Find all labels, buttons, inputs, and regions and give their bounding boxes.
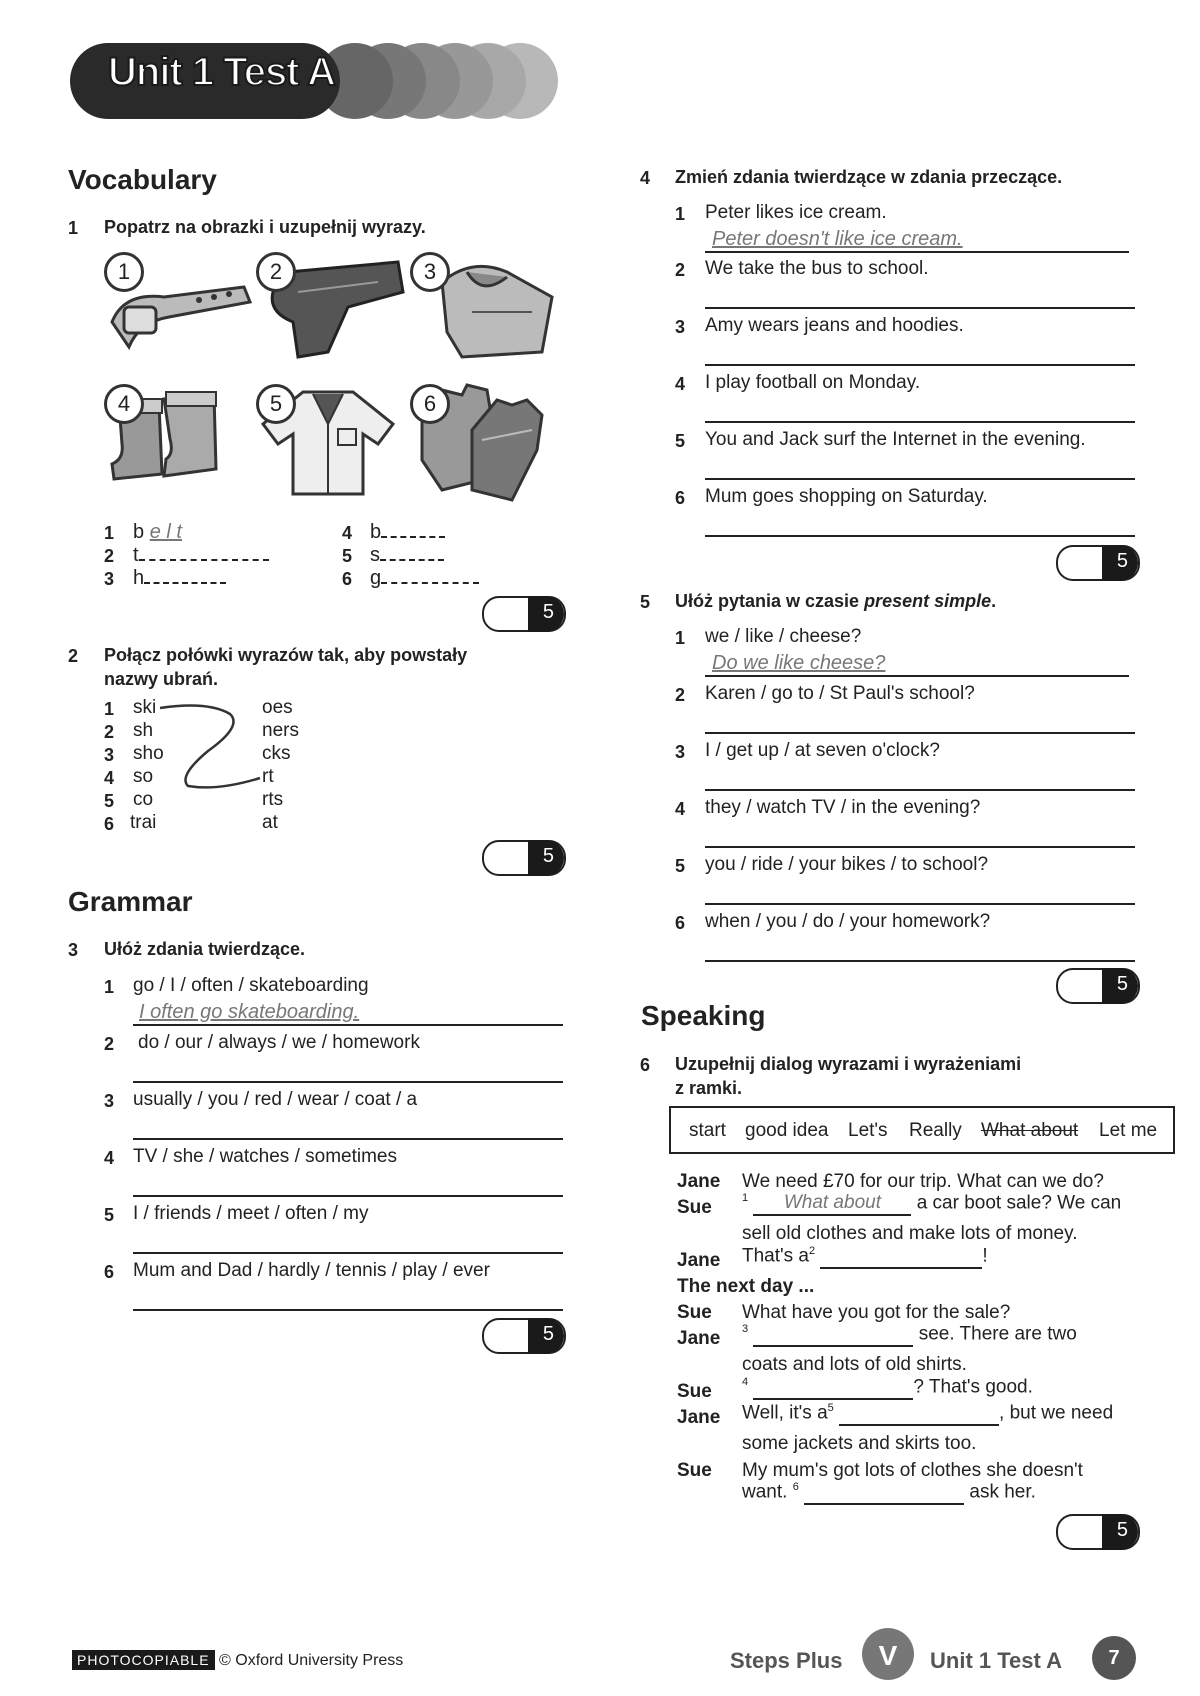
ex5-item-prompt: they / watch TV / in the evening? <box>705 797 981 818</box>
word-box-item: start <box>689 1120 726 1141</box>
ex2-left-part: sho <box>133 743 164 764</box>
score-value: 5 <box>542 845 554 867</box>
ex2-right-part: cks <box>262 743 291 764</box>
gap-4-line[interactable] <box>753 1376 913 1400</box>
ex2-left-number: 6 <box>104 814 115 834</box>
ex5-item-4-line[interactable] <box>705 846 1135 848</box>
ex5-item-prompt: I / get up / at seven o'clock? <box>705 740 940 761</box>
next-day-label: The next day ... <box>677 1276 815 1297</box>
ex5-item-3-line[interactable] <box>705 789 1135 791</box>
ex1-item-1 <box>133 521 182 544</box>
exercise-2-number: 2 <box>68 646 79 666</box>
ex4-item-prompt: You and Jack surf the Internet in the evening. <box>705 429 1086 450</box>
ex1-item-5[interactable] <box>370 544 444 567</box>
ex4-item-number: 2 <box>675 260 686 280</box>
ex4-item-2-line[interactable] <box>705 307 1135 309</box>
ex3-item-number: 3 <box>104 1091 115 1111</box>
ex3-item-number: 1 <box>104 977 115 997</box>
ex5-item-1-line[interactable] <box>705 675 1129 677</box>
exercise-5-instruction <box>675 589 996 613</box>
exercise-5-number: 5 <box>640 592 651 612</box>
exercise-6-instruction-line-2: z ramki. <box>675 1078 743 1098</box>
footer-brand: Steps Plus <box>730 1648 843 1673</box>
ex5-item-number: 1 <box>675 628 686 648</box>
ex1-item-3[interactable] <box>133 567 226 590</box>
word-box-item-used: What about <box>981 1120 1079 1141</box>
word-box-item: Let's <box>848 1120 888 1141</box>
ex3-item-prompt: go / I / often / skateboarding <box>133 975 369 996</box>
dialog-line <box>742 1245 988 1269</box>
brand-logo: V <box>862 1628 914 1680</box>
ex4-item-number: 4 <box>675 374 686 394</box>
photocopiable-badge: PHOTOCOPIABLE <box>72 1650 215 1670</box>
ex2-left-part: ski <box>133 697 157 718</box>
dialog-line-end: ask her. <box>969 1481 1036 1503</box>
gap-6-line[interactable] <box>804 1481 964 1505</box>
ex3-item-prompt: I / friends / meet / often / my <box>133 1203 369 1224</box>
ex3-item-number: 6 <box>104 1262 115 1282</box>
ex4-item-number: 5 <box>675 431 686 451</box>
ex3-item-number: 2 <box>104 1034 115 1054</box>
ex1-item-5-blank[interactable] <box>380 559 444 561</box>
gap-number: 5 <box>827 1402 834 1414</box>
ex1-item-6-start: g <box>370 567 382 589</box>
ex4-item-number: 1 <box>675 204 686 224</box>
dialog-line-text: see. There are two <box>918 1323 1077 1345</box>
dialog-line: coats and lots of old shirts. <box>742 1354 967 1375</box>
ex3-item-3-line[interactable] <box>133 1138 563 1140</box>
dialog-line <box>742 1376 1033 1400</box>
ex1-item-number: 2 <box>104 546 115 566</box>
score-value: 5 <box>1116 1519 1128 1541</box>
dialog-line: sell old clothes and make lots of money. <box>742 1223 1078 1244</box>
exercise-6-number: 6 <box>640 1055 651 1075</box>
ex4-item-5-line[interactable] <box>705 478 1135 480</box>
word-box-item: Really <box>909 1120 962 1141</box>
ex2-match-line <box>158 696 268 796</box>
exercise-6-score <box>1056 1514 1138 1548</box>
dialog-line-text: ? That's good. <box>913 1376 1033 1398</box>
ex4-item-prompt: I play football on Monday. <box>705 372 921 393</box>
vocabulary-heading: Vocabulary <box>68 164 217 195</box>
ex1-item-1-start: b <box>133 521 145 543</box>
exercise-6-instruction-line-1: Uzupełnij dialog wyrazami i wyrażeniami <box>675 1054 1022 1074</box>
ex3-item-prompt: do / our / always / we / homework <box>138 1032 420 1053</box>
ex4-item-prompt: Mum goes shopping on Saturday. <box>705 486 988 507</box>
ex5-item-prompt: you / ride / your bikes / to school? <box>705 854 989 875</box>
ex5-item-prompt: we / like / cheese? <box>705 626 862 647</box>
speaker-name: Sue <box>677 1460 712 1481</box>
ex5-item-prompt: Karen / go to / St Paul's school? <box>705 683 975 704</box>
ex4-item-prompt: Peter likes ice cream. <box>705 202 887 223</box>
ex4-item-4-line[interactable] <box>705 421 1135 423</box>
ex1-item-number: 3 <box>104 569 115 589</box>
exercise-4-score <box>1056 545 1138 579</box>
copyright: © Oxford University Press <box>219 1652 404 1669</box>
ex1-item-4-start: b <box>370 521 382 543</box>
ex1-item-2[interactable] <box>133 544 269 567</box>
ex1-item-4[interactable] <box>370 521 445 544</box>
gap-1-answer: What about <box>753 1192 911 1216</box>
exercise-3-instruction: Ułóż zdania twierdzące. <box>104 939 306 959</box>
ex1-item-6-blank[interactable] <box>381 582 479 584</box>
ex3-item-5-line[interactable] <box>133 1252 563 1254</box>
gap-5-line[interactable] <box>839 1402 999 1426</box>
speaker-name: Sue <box>677 1302 712 1323</box>
ex2-right-part: at <box>262 812 278 833</box>
ex2-left-number: 2 <box>104 722 115 742</box>
word-box-item: good idea <box>745 1120 829 1141</box>
score-value: 5 <box>542 601 554 623</box>
ex3-item-1-answer: I often go skateboarding. <box>139 1001 360 1023</box>
dialog-line-text: That's a <box>742 1245 809 1267</box>
ex5-item-5-line[interactable] <box>705 903 1135 905</box>
ex4-item-1-answer: Peter doesn't like ice cream. <box>712 228 963 250</box>
ex1-item-1-answer: e l t <box>149 521 182 543</box>
ex3-item-prompt: Mum and Dad / hardly / tennis / play / ever <box>133 1260 490 1281</box>
ex5-item-number: 2 <box>675 685 686 705</box>
exercise-1-score <box>482 596 564 630</box>
speaker-name: Jane <box>677 1171 721 1192</box>
dialog-line <box>742 1323 1077 1347</box>
dialog-line: some jackets and skirts too. <box>742 1433 977 1454</box>
ex3-item-prompt: TV / she / watches / sometimes <box>133 1146 397 1167</box>
ex4-item-prompt: We take the bus to school. <box>705 258 929 279</box>
speaker-name: Jane <box>677 1407 721 1428</box>
speaker-name: Jane <box>677 1250 721 1271</box>
ex1-item-number: 1 <box>104 523 115 543</box>
ex2-left-number: 4 <box>104 768 115 788</box>
grammar-heading: Grammar <box>68 886 193 917</box>
ex2-left-part: sh <box>133 720 154 741</box>
ex1-item-3-start: h <box>133 567 145 589</box>
gap-3-line[interactable] <box>753 1323 913 1347</box>
ex2-right-part: oes <box>262 697 293 718</box>
dialog-line-text: Well, it's a <box>742 1402 828 1424</box>
exercise-4-instruction: Zmień zdania twierdzące w zdania przeczące. <box>675 167 1063 187</box>
ex5-item-number: 4 <box>675 799 686 819</box>
exercise-5-instruction-end: . <box>991 591 997 611</box>
ex5-item-number: 3 <box>675 742 686 762</box>
gap-number: 3 <box>742 1323 749 1335</box>
picture-number-3: 3 <box>410 252 450 292</box>
exercise-2-instruction-line-2: nazwy ubrań. <box>104 669 219 689</box>
ex2-left-number: 1 <box>104 699 115 719</box>
ex4-item-3-line[interactable] <box>705 364 1135 366</box>
picture-number-4: 4 <box>104 384 144 424</box>
exercise-3-number: 3 <box>68 940 79 960</box>
gap-number: 2 <box>809 1245 816 1257</box>
dialog-line <box>742 1481 1036 1505</box>
ex2-right-part: rts <box>262 789 284 810</box>
ex1-item-5-start: s <box>370 544 380 566</box>
gap-number: 6 <box>792 1481 799 1493</box>
ex1-item-number: 4 <box>342 523 353 543</box>
ex5-item-1-answer: Do we like cheese? <box>712 652 886 674</box>
ex3-item-number: 4 <box>104 1148 115 1168</box>
ex1-item-6[interactable] <box>370 567 479 590</box>
picture-number-5: 5 <box>256 384 296 424</box>
exercise-3-score <box>482 1318 564 1352</box>
ex3-item-prompt: usually / you / red / wear / coat / a <box>133 1089 418 1110</box>
exercise-4-number: 4 <box>640 168 651 188</box>
exercise-5-instruction-tense: present simple <box>864 591 992 611</box>
ex5-item-number: 5 <box>675 856 686 876</box>
dialog-line-text: a car boot sale? We can <box>916 1192 1122 1214</box>
ex4-item-number: 3 <box>675 317 686 337</box>
dialog-line: What have you got for the sale? <box>742 1302 1011 1323</box>
speaking-heading: Speaking <box>641 1000 766 1031</box>
ex1-item-number: 5 <box>342 546 353 566</box>
speaker-name: Jane <box>677 1328 721 1349</box>
page-number: 7 <box>1092 1636 1136 1680</box>
gap-number: 1 <box>742 1192 749 1204</box>
ex1-item-number: 6 <box>342 569 353 589</box>
footer-left <box>72 1652 403 1670</box>
ex2-left-part: co <box>133 789 154 810</box>
dialog-line: My mum's got lots of clothes she doesn't <box>742 1460 1083 1481</box>
dialog-line <box>742 1402 1113 1426</box>
score-value: 5 <box>1116 973 1128 995</box>
ex3-item-4-line[interactable] <box>133 1195 563 1197</box>
dialog-line: We need £70 for our trip. What can we do? <box>742 1171 1104 1192</box>
ex1-item-4-blank[interactable] <box>381 536 445 538</box>
ex4-item-prompt: Amy wears jeans and hoodies. <box>705 315 964 336</box>
dialog-line-end: , but we need <box>999 1402 1114 1424</box>
ex3-item-6-line[interactable] <box>133 1309 563 1311</box>
footer-unit: Unit 1 Test A <box>930 1648 1063 1673</box>
exercise-1-number: 1 <box>68 218 79 238</box>
ex5-item-6-line[interactable] <box>705 960 1135 962</box>
dialog-line <box>742 1192 1121 1216</box>
word-box <box>669 1106 1175 1154</box>
ex2-right-part: rt <box>262 766 274 787</box>
ex4-item-1-line[interactable] <box>705 251 1129 253</box>
exercise-5-score <box>1056 968 1138 1002</box>
ex3-item-1-line[interactable] <box>133 1024 563 1026</box>
ex2-left-part: trai <box>130 812 157 833</box>
ex3-item-number: 5 <box>104 1205 115 1225</box>
dialog-line-text: want. <box>742 1481 788 1503</box>
gap-2-line[interactable] <box>820 1245 982 1269</box>
word-box-item: Let me <box>1099 1120 1158 1141</box>
dialog-line-end: ! <box>982 1245 988 1267</box>
ex2-left-part: so <box>133 766 154 787</box>
picture-number-1: 1 <box>104 252 144 292</box>
exercise-5-instruction-text: Ułóż pytania w czasie <box>675 591 865 611</box>
page-title: Unit 1 Test A <box>108 50 336 94</box>
picture-number-2: 2 <box>256 252 296 292</box>
ex5-item-number: 6 <box>675 913 686 933</box>
ex2-right-part: ners <box>262 720 299 741</box>
ex4-item-number: 6 <box>675 488 686 508</box>
picture-number-6: 6 <box>410 384 450 424</box>
ex5-item-prompt: when / you / do / your homework? <box>705 911 991 932</box>
speaker-name: Sue <box>677 1197 712 1218</box>
score-value: 5 <box>1116 550 1128 572</box>
ex3-item-2-line[interactable] <box>133 1081 563 1083</box>
ex5-item-2-line[interactable] <box>705 732 1135 734</box>
exercise-2-instruction-line-1: Połącz połówki wyrazów tak, aby powstały <box>104 645 468 665</box>
ex2-left-number: 3 <box>104 745 115 765</box>
exercise-1-instruction: Popatrz na obrazki i uzupełnij wyrazy. <box>104 217 426 237</box>
ex1-item-2-blank[interactable] <box>139 559 269 561</box>
gap-number: 4 <box>742 1376 749 1388</box>
speaker-name: Sue <box>677 1381 712 1402</box>
ex2-left-number: 5 <box>104 791 115 811</box>
exercise-2-score <box>482 840 564 874</box>
score-value: 5 <box>542 1323 554 1345</box>
ex1-item-3-blank[interactable] <box>144 582 226 584</box>
ex1-item-2-start: t <box>133 544 139 566</box>
ex4-item-6-line[interactable] <box>705 535 1135 537</box>
